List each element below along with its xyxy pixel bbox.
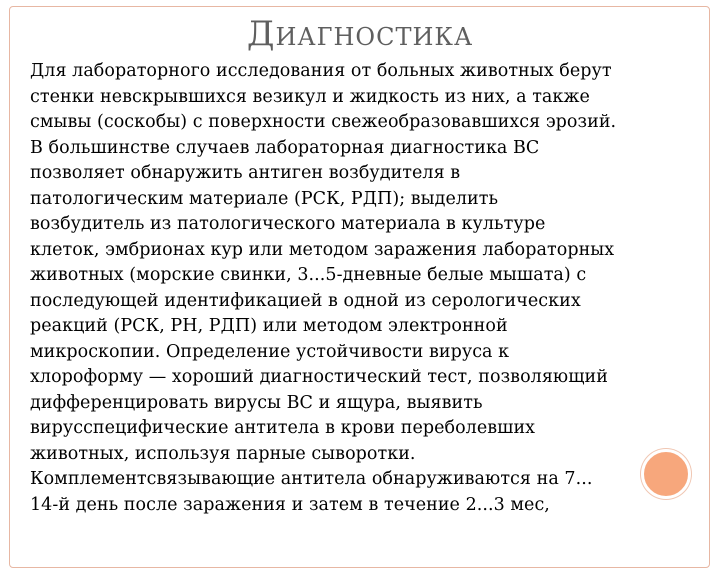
- text-line: позволяет обнаружить антиген возбудителя в: [30, 163, 461, 183]
- text-line: реакций (РСК, РН, РДП) или методом электронной: [30, 316, 508, 336]
- text-line: клеток, эмбрионах кур или методом заражения лабораторных: [30, 239, 615, 260]
- slide-title: [0, 14, 720, 54]
- text-line: стенки невскрывшихся везикул и жидкость из них, а также: [30, 86, 590, 107]
- text-line: животных (морские свинки, 3...5-дневные белые мышата) с: [30, 265, 587, 285]
- text-line: Для лабораторного исследования от больных животных берут: [30, 61, 612, 81]
- slide-body-text: [30, 59, 692, 518]
- text-line: вирусспецифические антитела в крови переболевших: [30, 418, 536, 438]
- text-line: 14-й день после заражения и затем в течение 2...3 мес,: [30, 494, 550, 515]
- text-line: Комплементсвязывающие антитела обнаруживаются на 7...: [30, 469, 593, 489]
- decorative-circle-badge: [641, 449, 691, 499]
- text-line: смывы (соскобы) с поверхности свежеобразовавшихся эрозий.: [30, 112, 617, 132]
- text-line: дифференцировать вирусы ВС и ящура, выявить: [30, 392, 483, 413]
- text-line: возбудитель из патологического материала в культуре: [30, 214, 546, 234]
- text-line: хлороформу — хороший диагностический тест, позволяющий: [30, 367, 608, 387]
- text-line: патологическим материале (РСК, РДП); выделить: [30, 188, 499, 209]
- title-rest: ИАГНОСТИКА: [275, 23, 474, 51]
- text-line: микроскопии. Определение устойчивости вируса к: [30, 341, 510, 362]
- text-line: В большинстве случаев лабораторная диагностика ВС: [30, 137, 540, 158]
- text-line: животных, используя парные сыворотки.: [30, 443, 416, 464]
- text-line: последующей идентификацией в одной из серологических: [30, 290, 581, 311]
- title-initial: Д: [246, 14, 276, 54]
